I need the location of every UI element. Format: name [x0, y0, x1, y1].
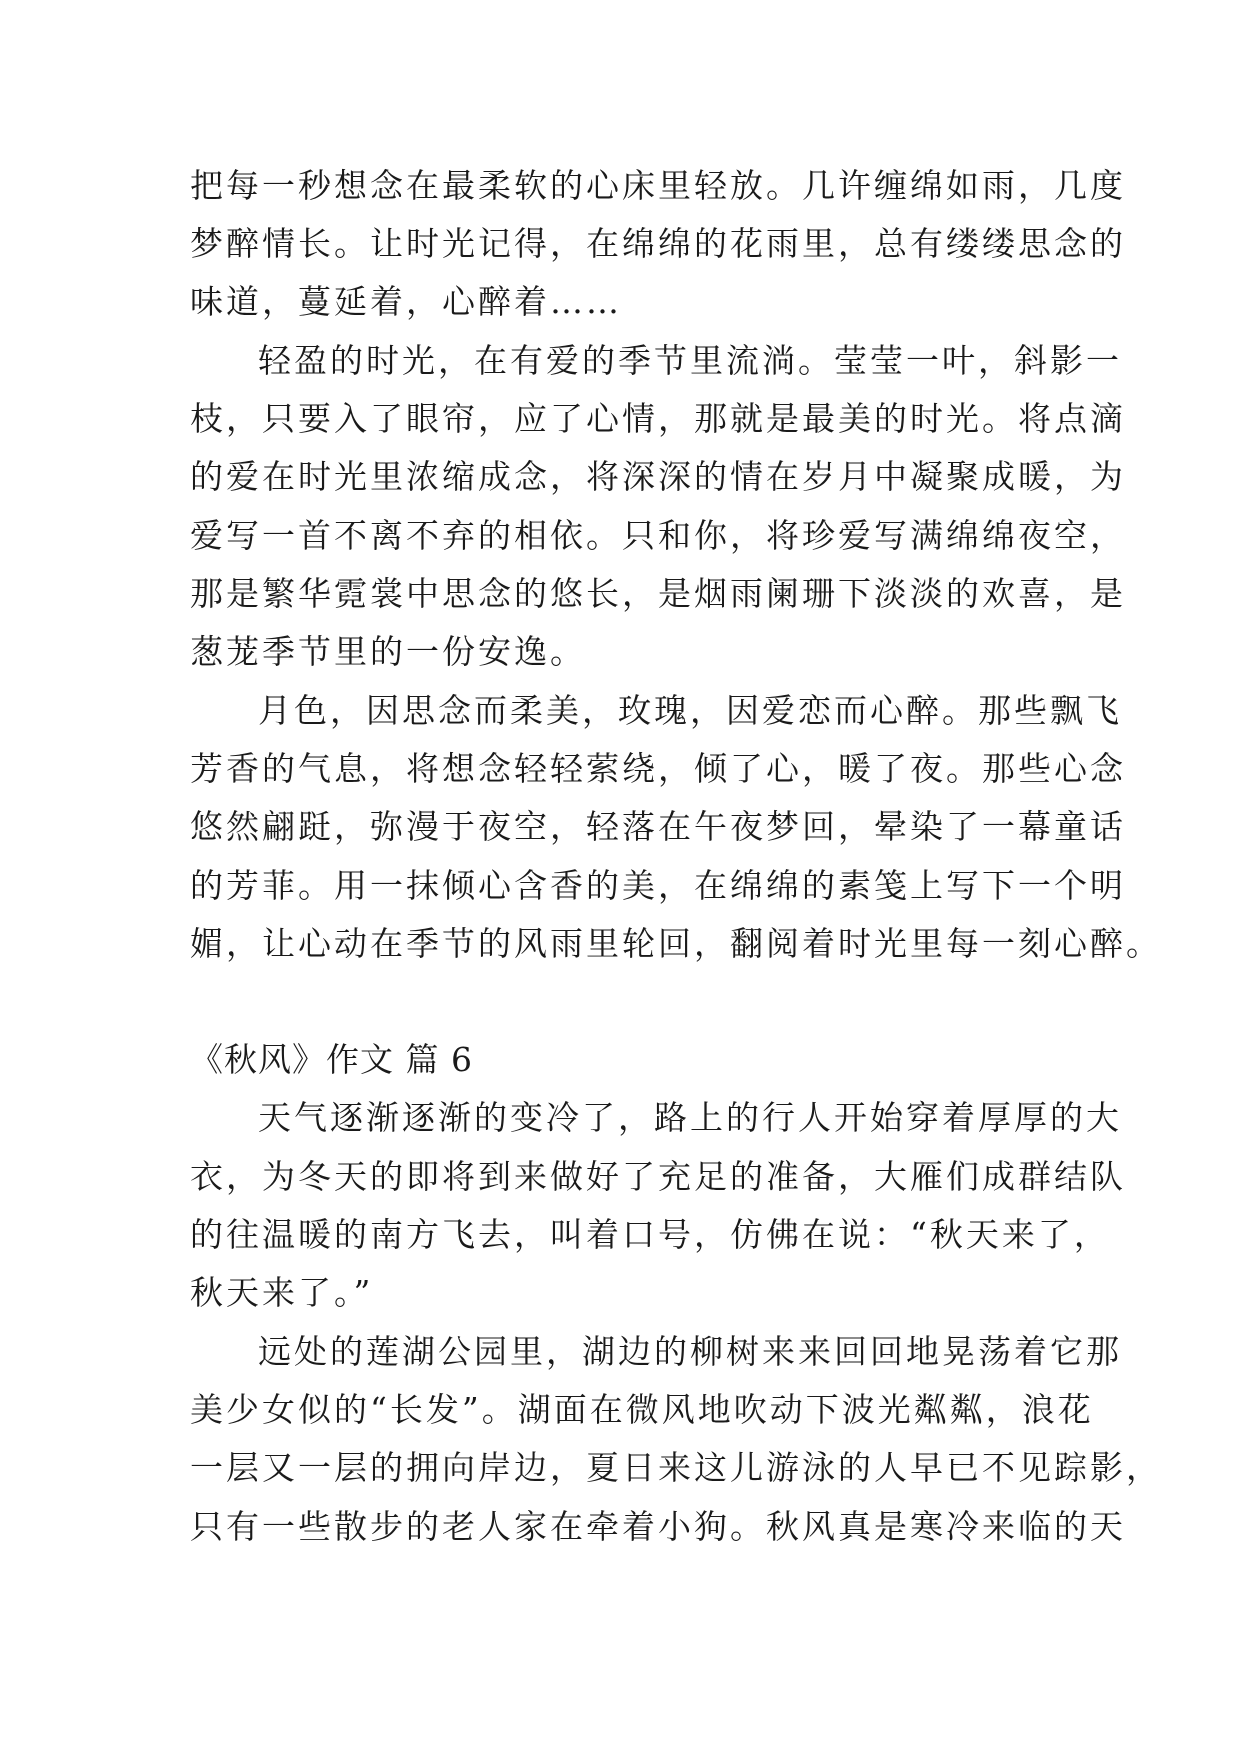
text-line: 把每一秒想念在最柔软的心床里轻放。几许缠绵如雨，几度 — [190, 166, 1126, 205]
text-line: 秋天来了。” — [190, 1273, 374, 1312]
text-line: 媚，让心动在季节的风雨里轮回，翻阅着时光里每一刻心醉。 — [190, 924, 1162, 963]
text-line: 枝，只要入了眼帘，应了心情，那就是最美的时光。将点滴 — [190, 399, 1126, 438]
text-line: 天气逐渐逐渐的变冷了，路上的行人开始穿着厚厚的大 — [258, 1098, 1122, 1137]
text-line: 轻盈的时光，在有爱的季节里流淌。莹莹一叶，斜影一 — [258, 341, 1122, 380]
text-line: 一层又一层的拥向岸边，夏日来这儿游泳的人早已不见踪影， — [190, 1448, 1162, 1487]
text-line: 只有一些散步的老人家在牵着小狗。秋风真是寒冷来临的天 — [190, 1507, 1126, 1546]
section-heading: 《秋风》作文 篇 6 — [190, 1040, 473, 1079]
text-line: 的爱在时光里浓缩成念，将深深的情在岁月中凝聚成暖，为 — [190, 457, 1126, 496]
text-line: 远处的莲湖公园里，湖边的柳树来来回回地晃荡着它那 — [258, 1332, 1122, 1371]
text-line: 月色，因思念而柔美，玫瑰，因爱恋而心醉。那些飘飞 — [258, 691, 1122, 730]
text-line: 梦醉情长。让时光记得，在绵绵的花雨里，总有缕缕思念的 — [190, 224, 1126, 263]
text-line: 爱写一首不离不弃的相依。只和你，将珍爱写满绵绵夜空， — [190, 516, 1126, 555]
text-line: 葱茏季节里的一份安逸。 — [190, 632, 586, 671]
text-line: 芳香的气息，将想念轻轻萦绕，倾了心，暖了夜。那些心念 — [190, 749, 1126, 788]
text-line: 悠然翩跹，弥漫于夜空，轻落在午夜梦回，晕染了一幕童话 — [190, 807, 1126, 846]
text-line: 的芳菲。用一抹倾心含香的美，在绵绵的素笺上写下一个明 — [190, 866, 1126, 905]
text-line: 衣，为冬天的即将到来做好了充足的准备，大雁们成群结队 — [190, 1157, 1126, 1196]
text-line: 美少女似的“长发”。湖面在微风地吹动下波光粼粼，浪花 — [190, 1390, 1094, 1429]
text-line: 的往温暖的南方飞去，叫着口号，仿佛在说：“秋天来了， — [190, 1215, 1110, 1254]
text-line: 那是繁华霓裳中思念的悠长，是烟雨阑珊下淡淡的欢喜，是 — [190, 574, 1126, 613]
text-line: 味道，蔓延着，心醉着…… — [190, 282, 622, 321]
